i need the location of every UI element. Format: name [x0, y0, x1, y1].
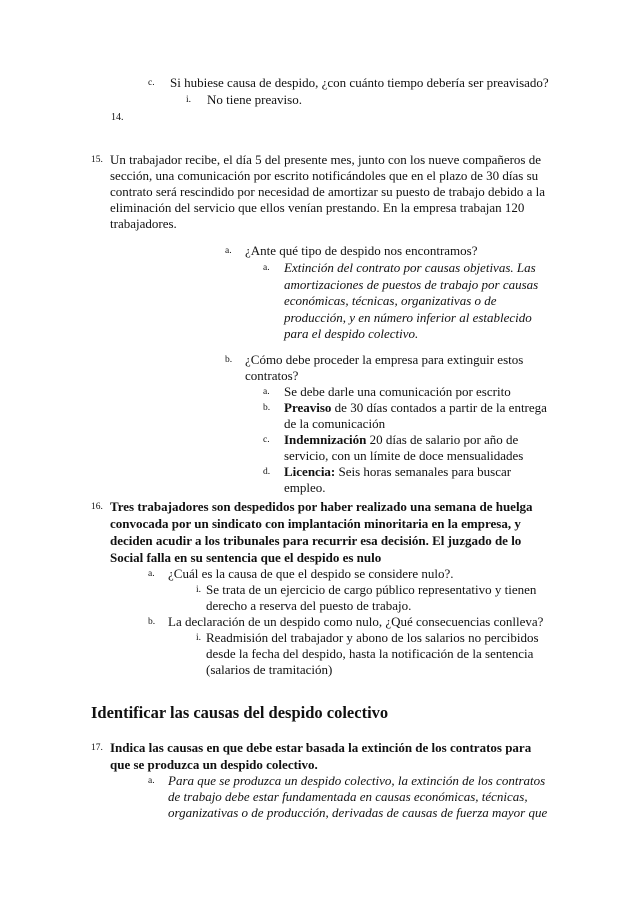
list-marker: a. [225, 246, 232, 256]
list-marker: c. [148, 78, 155, 88]
list-marker: c. [263, 435, 270, 445]
question-text-line: trabajadores. [110, 216, 177, 231]
answer-line: empleo. [284, 480, 326, 495]
answer-line: (salarios de tramitación) [206, 662, 333, 677]
answer-line [284, 432, 518, 448]
answer-keyword: Preaviso [284, 400, 332, 415]
list-marker: a. [263, 263, 270, 273]
question-text-line: convocada por un sindicato con implantación minoritaria en la empresa, y [110, 516, 521, 531]
answer-line: derecho a reserva del puesto de trabajo. [206, 598, 412, 613]
answer-line: para el despido colectivo. [284, 326, 419, 341]
answer-line [284, 400, 547, 416]
answer-line [284, 464, 511, 480]
section-heading: Identificar las causas del despido colectivo [91, 703, 389, 722]
question-text-line: contrato será rescindido por necesidad de amortizar su puesto de trabajo debido a la [110, 184, 545, 199]
answer-keyword: Licencia: [284, 464, 336, 479]
list-marker: b. [263, 403, 271, 413]
subquestion-text: contratos? [245, 368, 299, 383]
subquestion-text: ¿Ante qué tipo de despido nos encontramos? [245, 243, 478, 258]
list-marker: i. [196, 633, 202, 643]
answer-line: amortizaciones de puestos de trabajo por causas [284, 277, 539, 292]
list-marker: d. [263, 467, 271, 477]
list-marker: i. [196, 585, 202, 595]
answer-line-rest: de 30 días contados a partir de la entrega [331, 400, 547, 415]
answer-line: Readmisión del trabajador y abono de los salarios no percibidos [206, 630, 539, 645]
answer-keyword: Indemnización [284, 432, 367, 447]
question-text-line: Un trabajador recibe, el día 5 del presente mes, junto con los nueve compañeros de [110, 152, 542, 167]
answer-line: servicio, con un límite de doce mensualidades [284, 448, 524, 463]
subquestion-text: ¿Cómo debe proceder la empresa para extinguir estos [245, 352, 524, 367]
answer-line: Se trata de un ejercicio de cargo público representativo y tienen [206, 582, 537, 597]
question-text-line: Indica las causas en que debe estar basada la extinción de los contratos para [110, 740, 532, 755]
answer-line: producción, y en número inferior al establecido [284, 310, 532, 325]
question-number: 14. [111, 112, 124, 123]
answer-line: económicas, técnicas, organizativas o de [284, 293, 497, 308]
list-marker: a. [148, 776, 155, 786]
question-number: 16. [91, 502, 103, 512]
question-text-line: deciden acudir a los tribunales para recurrir esa decisión. El juzgado de lo [110, 533, 522, 548]
question-number: 17. [91, 743, 103, 753]
question-text-line: Tres trabajadores son despedidos por haber realizado una semana de huelga [110, 499, 533, 514]
answer-line: organizativas o de producción, derivadas de causas de fuerza mayor que [168, 805, 548, 820]
question-text-line: sección, una comunicación por escrito notificándoles que en el plazo de 30 días su [110, 168, 539, 183]
answer-line-rest: Seis horas semanales para buscar [335, 464, 512, 479]
question-text-line: Social falla en su sentencia que el despido es nulo [110, 550, 382, 565]
question-text-line: eliminación del servicio que ellos venían prestando. En la empresa trabajan 120 [110, 200, 525, 215]
subquestion-text: La declaración de un despido como nulo, ¿Qué consecuencias conlleva? [168, 614, 544, 629]
answer-text: No tiene preaviso. [207, 92, 302, 107]
question-text: Si hubiese causa de despido, ¿con cuánto tiempo debería ser preavisado? [170, 75, 549, 90]
answer-line: desde la fecha del despido, hasta la notificación de la sentencia [206, 646, 534, 661]
answer-line: Para que se produzca un despido colectivo, la extinción de los contratos [168, 773, 546, 788]
question-number: 15. [91, 155, 103, 165]
answer-line: Extinción del contrato por causas objetivas. Las [284, 260, 536, 275]
answer-line: Se debe darle una comunicación por escrito [284, 384, 511, 399]
list-marker: a. [148, 569, 155, 579]
subquestion-text: ¿Cuál es la causa de que el despido se considere nulo?. [168, 566, 454, 581]
list-marker: b. [148, 617, 156, 627]
list-marker: i. [186, 95, 192, 105]
list-marker: b. [225, 355, 233, 365]
answer-line-rest: 20 días de salario por año de [366, 432, 519, 447]
list-marker: a. [263, 387, 270, 397]
question-text-line: que se produzca un despido colectivo. [110, 757, 318, 772]
answer-line: de la comunicación [284, 416, 386, 431]
answer-line: de trabajo debe estar fundamentada en causas económicas, técnicas, [168, 789, 528, 804]
